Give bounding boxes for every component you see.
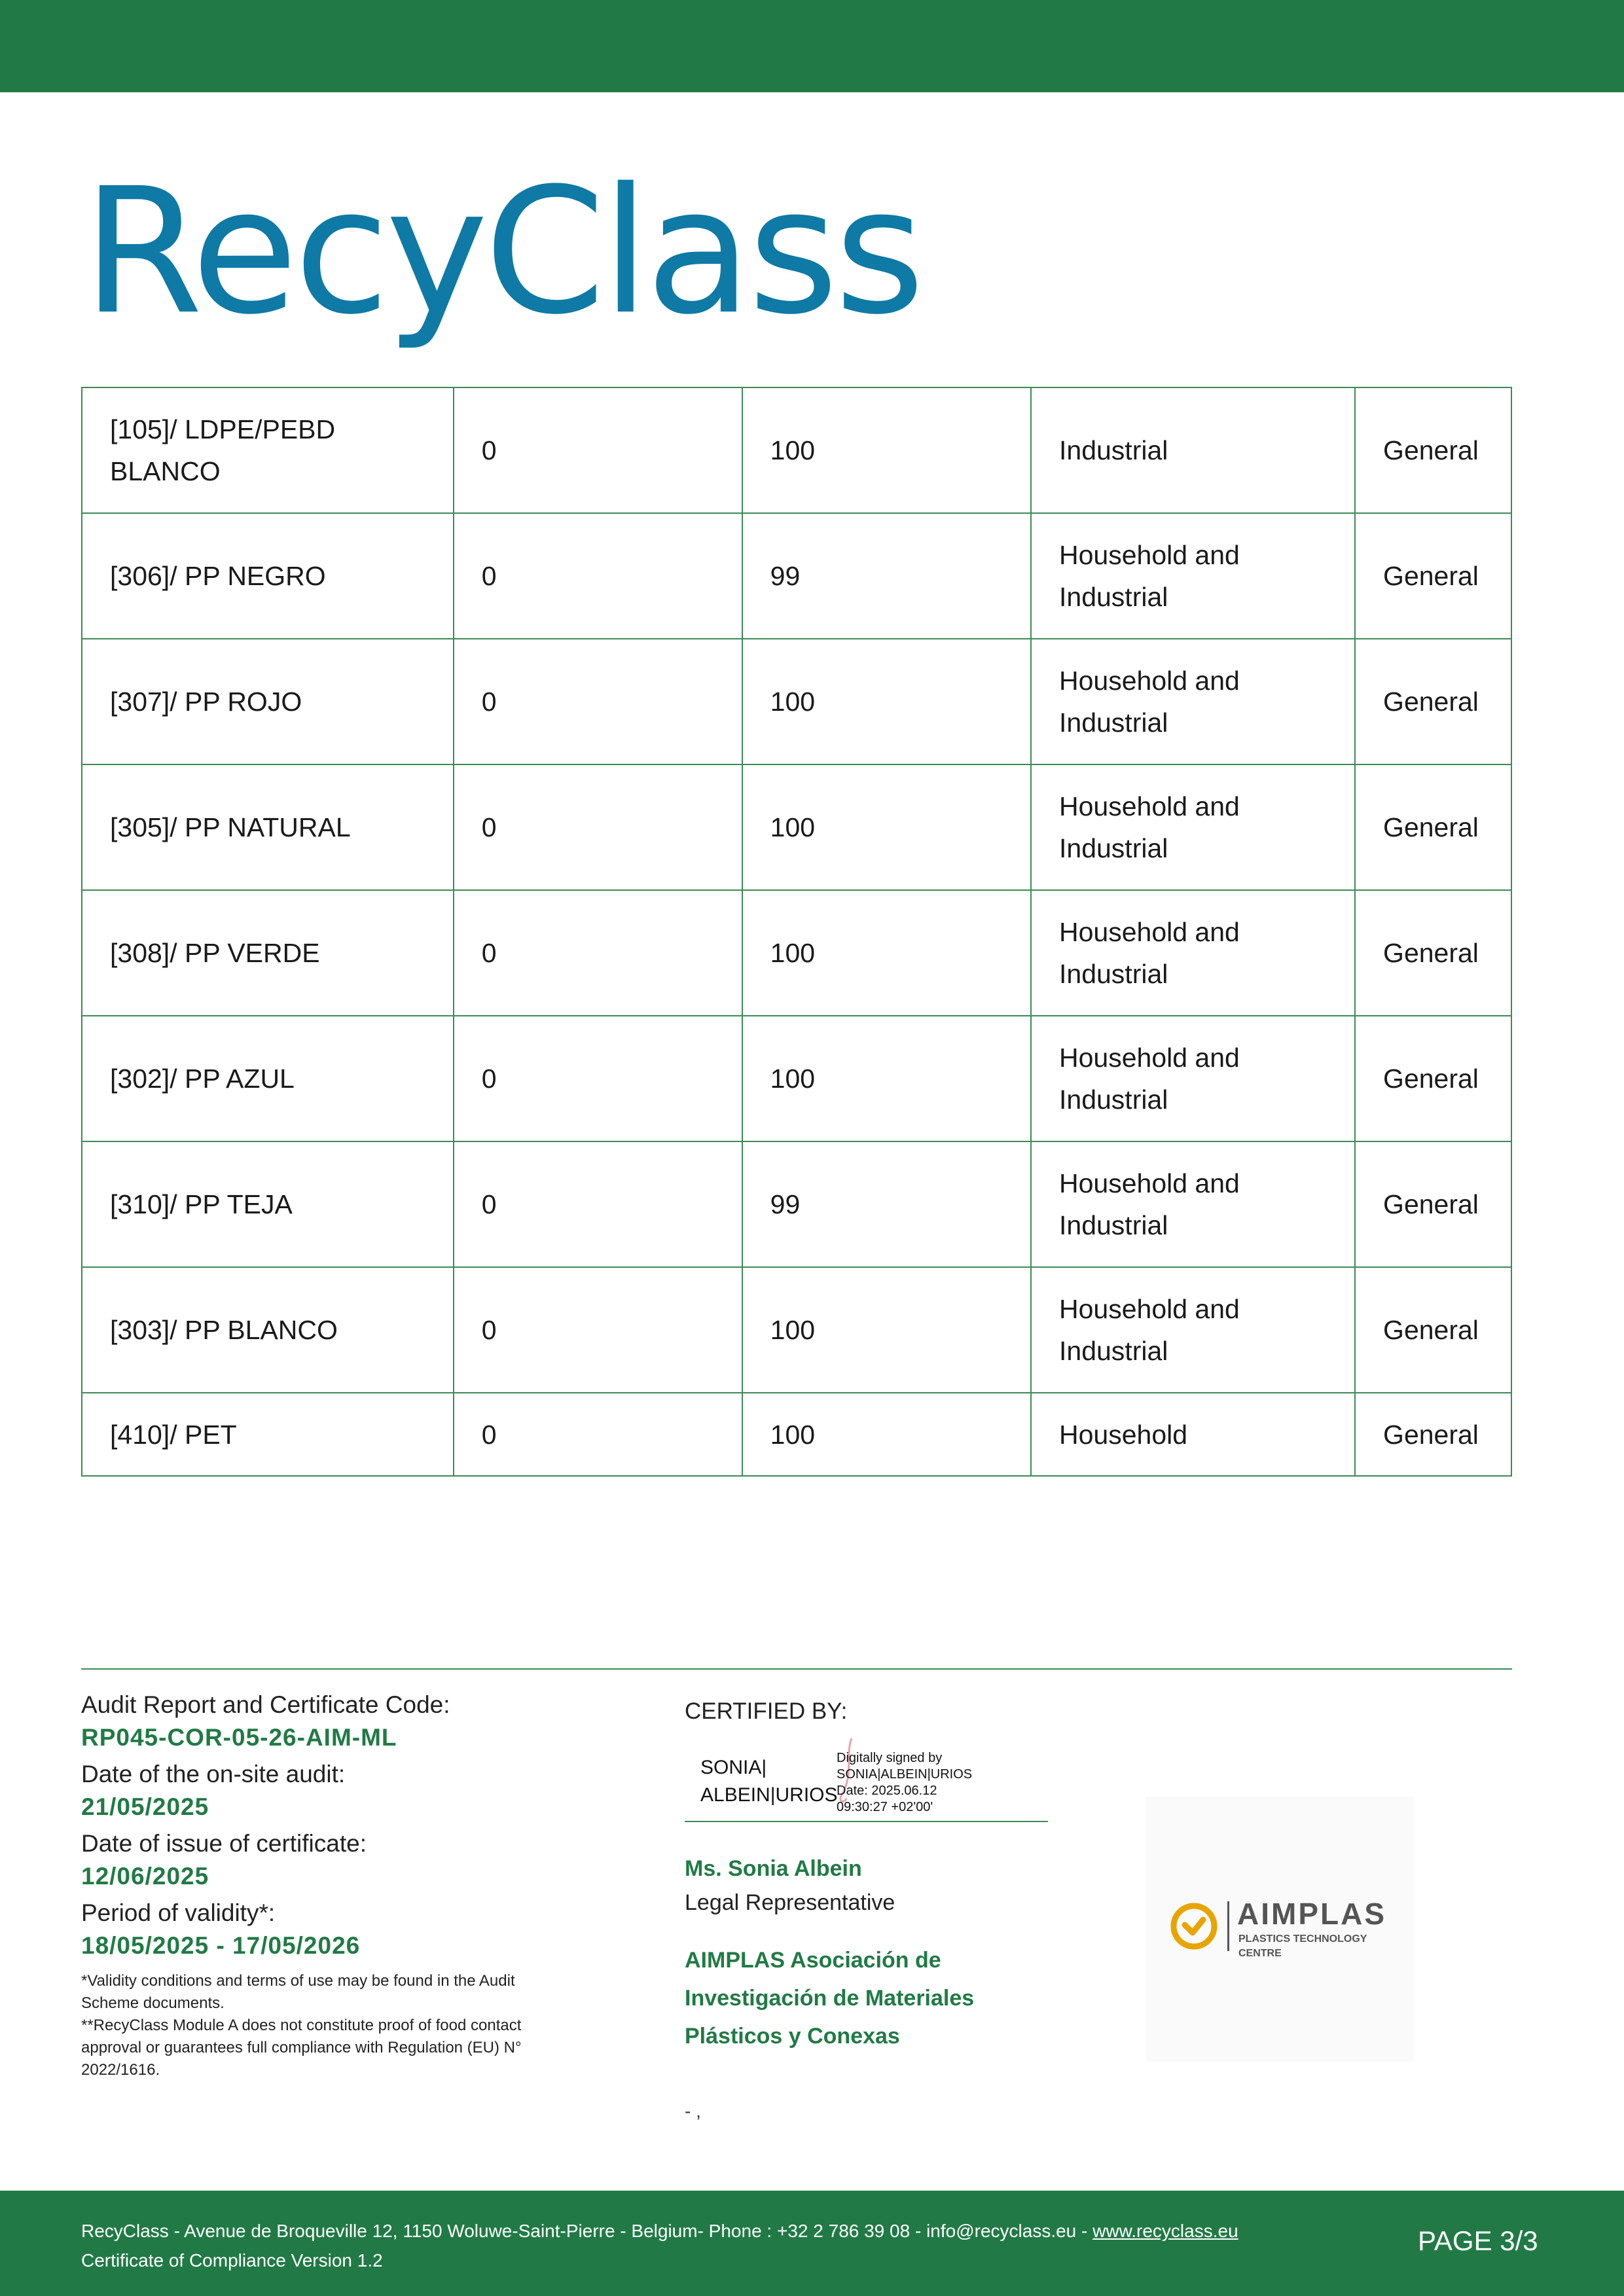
material-code-cell: [105]/ LDPE/PEBD BLANCO [82, 387, 454, 513]
digital-line-1: Digitally signed by [837, 1751, 943, 1765]
signature-name-line1: SONIA| [700, 1757, 767, 1778]
material-code-cell: [307]/ PP ROJO [82, 639, 454, 764]
note-1: *Validity conditions and terms of use may be found in the Audit Scheme documents. [81, 1972, 515, 2012]
value-cell: 0 [454, 387, 742, 513]
table-row [82, 1016, 1511, 1141]
table-row [82, 1267, 1511, 1393]
table-row [82, 1141, 1511, 1267]
material-code-cell: [410]/ PET [82, 1393, 454, 1476]
value-cell: 100 [742, 639, 1031, 764]
material-code-cell: [306]/ PP NEGRO [82, 513, 454, 639]
signer-name: Ms. Sonia Albein [685, 1856, 862, 1881]
source-cell: Industrial [1031, 387, 1355, 513]
certified-by-label: CERTIFIED BY: [685, 1698, 848, 1724]
footer-version: Certificate of Compliance Version 1.2 [81, 2250, 383, 2270]
validity-note [81, 1970, 552, 2081]
aimplas-name: AIMPLAS [1237, 1897, 1386, 1931]
value-cell: 0 [454, 890, 742, 1016]
material-code-cell: [305]/ PP NATURAL [82, 764, 454, 890]
aimplas-logo [1146, 1797, 1414, 2062]
table-row [82, 513, 1511, 639]
value-cell: 0 [454, 513, 742, 639]
table-row [82, 387, 1511, 513]
source-cell: Household [1031, 1393, 1355, 1476]
source-cell: Household and Industrial [1031, 764, 1355, 890]
material-code-cell: [303]/ PP BLANCO [82, 1267, 454, 1393]
source-cell: Household and Industrial [1031, 890, 1355, 1016]
footer-address-line [81, 2219, 1238, 2243]
aimplas-logo-icon [1169, 1901, 1219, 1951]
signer-role: Legal Representative [685, 1890, 895, 1915]
value-cell: 0 [454, 764, 742, 890]
value-cell: 100 [742, 1016, 1031, 1141]
source-cell: Household and Industrial [1031, 1141, 1355, 1267]
validity-label: Period of validity*: [81, 1899, 276, 1926]
scope-cell: General [1355, 890, 1511, 1016]
aimplas-subtitle: PLASTICS TECHNOLOGY CENTRE [1238, 1933, 1367, 1959]
digital-signature-text [837, 1750, 972, 1816]
value-cell: 0 [454, 1141, 742, 1267]
scope-cell: General [1355, 387, 1511, 513]
value-cell: 100 [742, 387, 1031, 513]
issue-value: 12/06/2025 [81, 1863, 209, 1890]
value-cell: 99 [742, 1141, 1031, 1267]
scope-cell: General [1355, 639, 1511, 764]
value-cell: 0 [454, 1016, 742, 1141]
onsite-value: 21/05/2025 [81, 1793, 209, 1820]
material-code-cell: [310]/ PP TEJA [82, 1141, 454, 1267]
scope-cell: General [1355, 513, 1511, 639]
table-row [82, 764, 1511, 890]
table-row [82, 1393, 1511, 1476]
scope-cell: General [1355, 1267, 1511, 1393]
source-cell: Household and Industrial [1031, 1267, 1355, 1393]
value-cell: 0 [454, 1267, 742, 1393]
source-cell: Household and Industrial [1031, 1016, 1355, 1141]
scope-cell: General [1355, 1016, 1511, 1141]
recyclass-logo: RecyClass [82, 151, 921, 353]
value-cell: 0 [454, 1393, 742, 1476]
value-cell: 99 [742, 513, 1031, 639]
signature-name-line2: ALBEIN|URIOS [700, 1784, 838, 1806]
signature-block [685, 1736, 1048, 1822]
issue-label: Date of issue of certificate: [81, 1830, 367, 1857]
code-label: Audit Report and Certificate Code: [81, 1691, 450, 1718]
material-code-cell: [308]/ PP VERDE [82, 890, 454, 1016]
note-2: **RecyClass Module A does not constitute proof of food contact approval or guarantees full compliance with Regulation (EU) N° 2022/1616. [81, 2017, 522, 2079]
organization-name: AIMPLAS Asociación de Investigación de Materiales Plásticos y Conexas [685, 1948, 975, 2049]
signature-name [700, 1754, 838, 1809]
digital-line-2: SONIA|ALBEIN|URIOS [837, 1767, 973, 1782]
digital-line-4: 09:30:27 +02'00' [837, 1800, 933, 1814]
value-cell: 100 [742, 1267, 1031, 1393]
value-cell: 100 [742, 764, 1031, 890]
certification [685, 1695, 1051, 2122]
value-cell: 100 [742, 1393, 1031, 1476]
value-cell: 0 [454, 639, 742, 764]
source-cell: Household and Industrial [1031, 639, 1355, 764]
source-cell: Household and Industrial [1031, 513, 1355, 639]
footer-address: RecyClass - Avenue de Broqueville 12, 1150 Woluwe-Saint-Pierre - Belgium- Phone : +32 2 786 39 08 - info@recyclass.eu - [81, 2221, 1093, 2241]
code-value: RP045-COR-05-26-AIM-ML [81, 1724, 397, 1751]
scope-cell: General [1355, 1393, 1511, 1476]
top-bar [0, 0, 1624, 92]
footer-website-link[interactable]: www.recyclass.eu [1092, 2221, 1238, 2241]
dash-mark: - , [685, 2101, 701, 2121]
table-row [82, 890, 1511, 1016]
table-row [82, 639, 1511, 764]
scope-cell: General [1355, 764, 1511, 890]
validity-value: 18/05/2025 - 17/05/2026 [81, 1932, 361, 1959]
value-cell: 100 [742, 890, 1031, 1016]
divider [81, 1668, 1512, 1670]
digital-line-3: Date: 2025.06.12 [837, 1784, 937, 1798]
material-code-cell: [302]/ PP AZUL [82, 1016, 454, 1141]
footer-bar [0, 2191, 1624, 2296]
audit-info [81, 1689, 618, 2081]
materials-table [81, 387, 1512, 1477]
onsite-label: Date of the on-site audit: [81, 1761, 346, 1787]
page-number: PAGE 3/3 [1418, 2225, 1538, 2256]
aimplas-separator [1227, 1901, 1229, 1951]
scope-cell: General [1355, 1141, 1511, 1267]
